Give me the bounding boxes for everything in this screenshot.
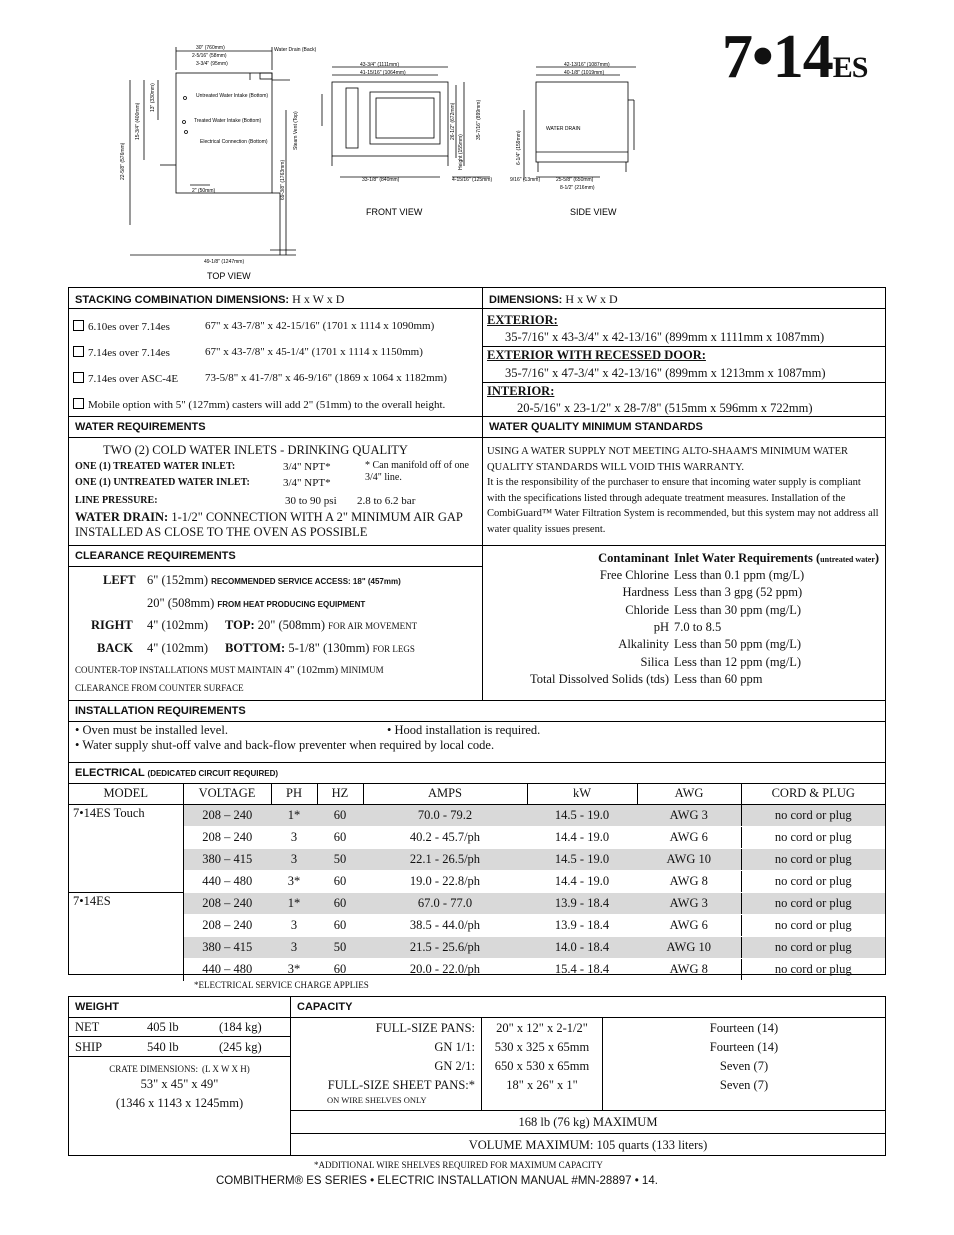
dim-top-width: 30" (760mm) (196, 45, 225, 51)
table-cell: 380 – 415 (183, 849, 271, 871)
contaminant-name: Free Chlorine (599, 568, 669, 582)
capacity-max-weight: 168 lb (76 kg) MAXIMUM (291, 1110, 885, 1133)
table-cell: 208 – 240 (183, 893, 271, 915)
column-header: VOLTAGE (183, 783, 271, 805)
pressure-value: 30 to 90 psi (285, 495, 337, 507)
contaminant-section (482, 545, 886, 701)
model-cell: 7•14ES (69, 893, 183, 981)
crate-dims-inches: 53" x 45" x 49" (140, 1077, 219, 1091)
dim-side-w2: 40-1/8" (1019mm) (564, 70, 605, 76)
table-cell: AWG 8 (637, 959, 741, 981)
table-cell: 208 – 240 (183, 915, 271, 937)
table-cell: 13.9 - 18.4 (527, 915, 637, 937)
treated-value: 3/4" NPT* (283, 461, 331, 473)
dim-top-d2: 3-3/4" (95mm) (196, 61, 228, 67)
label-steam-vent: Steam Vent (Top) (293, 111, 299, 150)
electrical-header: ELECTRICAL (DEDICATED CIRCUIT REQUIRED) (69, 763, 885, 784)
table-cell: no cord or plug (741, 805, 885, 827)
table-cell: 440 – 480 (183, 959, 271, 981)
dim-side-b3: 9/16" (13mm) (510, 177, 541, 183)
stacking-dims-2: 67" x 43-7/8" x 45-1/4" (1701 x 1114 x 1150mm) (205, 346, 423, 358)
page-footer: COMBITHERM® ES SERIES • ELECTRIC INSTALLATION MANUAL #MN-28897 • 14. (216, 1175, 658, 1187)
capacity-header: CAPACITY (291, 997, 885, 1018)
table-cell: 380 – 415 (183, 937, 271, 959)
table-cell: 3 (271, 915, 317, 937)
water-quality-header: WATER QUALITY MINIMUM STANDARDS (483, 417, 885, 438)
dim-side-b1: 25-5/8" (650mm) (556, 177, 594, 183)
clearance-header: CLEARANCE REQUIREMENTS (69, 546, 482, 567)
dim-bottom-total: 49-1/8" (1247mm) (204, 259, 245, 265)
dimensions-section (482, 287, 886, 417)
contaminant-name: Alkalinity (618, 637, 669, 652)
capacity-qty: Fourteen (14) (709, 1040, 779, 1054)
capacity-label: FULL-SIZE SHEET PANS:* (327, 1078, 475, 1092)
divider (483, 346, 885, 347)
water-requirements-section (68, 416, 483, 546)
table-cell: 1* (271, 805, 317, 827)
front-view-labels (360, 62, 492, 183)
requirements-col-header: Inlet Water Requirements (untreated water) (674, 551, 880, 565)
table-row (69, 849, 885, 871)
clearance-right-label: RIGHT (91, 618, 133, 632)
installation-header: INSTALLATION REQUIREMENTS (69, 701, 885, 722)
table-cell: 14.5 - 19.0 (527, 805, 637, 827)
capacity-label: GN 2/1: (434, 1059, 475, 1073)
dim-side-w1: 42-13/16" (1087mm) (564, 62, 610, 68)
water-drain-text: WATER DRAIN: 1-1/2" CONNECTION WITH A 2" MINIMUM AIR GAP INSTALLED AS CLOSE TO THE OVEN AS POSSIBLE (75, 510, 463, 539)
table-cell: 60 (317, 871, 363, 893)
untreated-value: 3/4" NPT* (283, 477, 331, 489)
table-cell: 20.0 - 22.0/ph (363, 959, 527, 981)
table-cell: AWG 8 (637, 871, 741, 893)
clearance-back-label: BACK (97, 641, 134, 655)
table-cell: 19.0 - 22.8/ph (363, 871, 527, 893)
table-cell: 3* (271, 959, 317, 981)
dim-front-b1: 33-1/8" (840mm) (362, 177, 400, 183)
contaminant-name: Silica (640, 654, 669, 669)
page-title: 7•14ES (722, 23, 868, 91)
counter-note: COUNTER-TOP INSTALLATIONS MUST MAINTAIN 4" (102mm) MINIMUM (75, 664, 384, 676)
crate-dimensions-label: CRATE DIMENSIONS: (L X W X H) (109, 1064, 250, 1074)
exterior-value: 35-7/16" x 43-3/4" x 42-13/16" (899mm x 1111mm x 1087mm) (505, 330, 825, 344)
column-header: MODEL (69, 783, 183, 805)
dim-front-h1: 26-1/2" (672mm) (450, 102, 456, 140)
table-cell: 3* (271, 871, 317, 893)
table-cell: 67.0 - 77.0 (363, 893, 527, 915)
dim-front-h2: 35-7/16" (899mm) (476, 99, 482, 140)
dim-bottom-small: 2" (50mm) (192, 188, 216, 194)
label-side-water-drain: WATER DRAIN (546, 126, 581, 132)
capacity-qty: Fourteen (14) (709, 1021, 779, 1035)
treated-label: ONE (1) TREATED WATER INLET: (75, 461, 236, 472)
table-cell: 50 (317, 849, 363, 871)
checkbox[interactable] (73, 398, 84, 409)
water-quality-text: It is the responsibility of the purchaser to ensure that incoming water supply is compliant with the specifications listed through adequate treatment measures. Installation of the CombiGuard™ Water Filtration System is recommended, but this system may not address all water quality issues present. (487, 477, 879, 535)
table-cell: 3 (271, 827, 317, 849)
contaminant-requirement: Less than 60 ppm (674, 671, 763, 686)
contaminant-col-header: Contaminant (598, 551, 669, 565)
dim-top-d1: 2-5/16" (58mm) (192, 53, 227, 59)
contaminant-name: pH (653, 619, 669, 634)
model-cell: 7•14ES Touch (69, 805, 183, 893)
shelves-note: ON WIRE SHELVES ONLY (327, 1095, 427, 1105)
clearance-back-value: 4" (102mm) (147, 641, 208, 655)
table-cell: no cord or plug (741, 827, 885, 849)
table-cell: 208 – 240 (183, 827, 271, 849)
table-cell: 208 – 240 (183, 805, 271, 827)
table-cell: 70.0 - 79.2 (363, 805, 527, 827)
checkbox[interactable] (73, 346, 84, 357)
exterior-label: EXTERIOR: (487, 313, 558, 327)
label-untreated-intake: Untreated Water Intake (Bottom) (196, 93, 269, 99)
dim-depth: 69-3/8" (1763mm) (280, 159, 286, 200)
contaminant-requirement: Less than 0.1 ppm (mg/L) (674, 568, 805, 582)
dim-side-b2: 8-1/2" (216mm) (560, 185, 595, 191)
dim-left1: 22-5/8" (576mm) (120, 142, 126, 180)
table-row (69, 893, 885, 915)
contaminant-requirement: Less than 50 ppm (mg/L) (674, 637, 802, 652)
dimensions-header: DIMENSIONS: H x W x D (483, 288, 885, 309)
table-cell: 38.5 - 44.0/ph (363, 915, 527, 937)
recessed-label: EXTERIOR WITH RECESSED DOOR: (487, 348, 706, 362)
capacity-max-volume: VOLUME MAXIMUM: 105 quarts (133 liters) (291, 1133, 885, 1156)
weight-header: WEIGHT (69, 997, 290, 1018)
water-quality-warning: USING A WATER SUPPLY NOT MEETING ALTO-SHAAM'S MINIMUM WATER QUALITY STANDARDS WILL VOID THIS WARRANTY. (487, 446, 848, 473)
table-cell: 60 (317, 893, 363, 915)
table-cell: AWG 3 (637, 893, 741, 915)
capacity-size: 18" x 26" x 1" (506, 1078, 578, 1092)
table-cell: 14.0 - 18.4 (527, 937, 637, 959)
table-cell: AWG 10 (637, 849, 741, 871)
electrical-table (69, 783, 885, 981)
contaminant-requirement: Less than 3 gpg (52 ppm) (674, 585, 803, 600)
technical-drawing (100, 40, 660, 285)
table-cell: 14.5 - 19.0 (527, 849, 637, 871)
front-view-drawing (322, 67, 490, 177)
table-cell: AWG 10 (637, 937, 741, 959)
dim-front-h3: Height (155mm) (458, 134, 464, 170)
stacking-row-3: 7.14es over ASC-4E (73, 372, 178, 385)
stacking-dims-1: 67" x 43-7/8" x 42-15/16" (1701 x 1114 x 1090mm) (205, 320, 435, 332)
column-header: PH (271, 783, 317, 805)
contaminant-name: Chloride (625, 602, 669, 617)
water-quality-section (482, 416, 886, 546)
electrical-note: *ELECTRICAL SERVICE CHARGE APPLIES (194, 980, 369, 990)
dim-left2: 15-3/4" (400mm) (135, 102, 141, 140)
stacking-row-1: 6.10es over 7.14es (73, 320, 170, 333)
pressure-bar: 2.8 to 6.2 bar (357, 495, 416, 507)
table-cell: no cord or plug (741, 915, 885, 937)
table-cell: AWG 6 (637, 915, 741, 937)
clearance-left-value: 6" (152mm) RECOMMENDED SERVICE ACCESS: 18" (457mm) (147, 573, 401, 587)
stacking-dims-3: 73-5/8" x 41-7/8" x 46-9/16" (1869 x 1064 x 1182mm) (205, 372, 447, 384)
dim-front-b2: 4-15/16" (125mm) (452, 177, 493, 183)
capacity-label: GN 1/1: (434, 1040, 475, 1054)
side-view-labels (510, 62, 610, 191)
table-cell: 60 (317, 805, 363, 827)
label-treated-intake: Treated Water Intake (Bottom) (194, 118, 262, 124)
interior-value: 20-5/16" x 23-1/2" x 28-7/8" (515mm x 596mm x 722mm) (517, 401, 813, 415)
table-cell: 3 (271, 849, 317, 871)
clearance-left-label: LEFT (103, 573, 136, 587)
dim-left3: 13" (330mm) (150, 83, 156, 112)
contaminant-requirement: Less than 12 ppm (mg/L) (674, 654, 802, 669)
top-view-drawing (130, 47, 296, 255)
table-cell: no cord or plug (741, 937, 885, 959)
table-row (69, 827, 885, 849)
weight-section (68, 996, 291, 1156)
table-cell: 40.2 - 45.7/ph (363, 827, 527, 849)
table-cell: 22.1 - 26.5/ph (363, 849, 527, 871)
table-cell: no cord or plug (741, 959, 885, 981)
contaminant-name: Hardness (622, 585, 669, 600)
column-header: kW (527, 783, 637, 805)
capacity-size: 530 x 325 x 65mm (494, 1040, 590, 1054)
contaminant-name: Total Dissolved Solids (tds) (529, 671, 669, 686)
table-cell: no cord or plug (741, 849, 885, 871)
install-bullet-water: • Water supply shut-off valve and back-flow preventer when required by local code. (75, 738, 495, 752)
table-cell: AWG 6 (637, 827, 741, 849)
stacking-header: STACKING COMBINATION DIMENSIONS: H x W x D (69, 288, 482, 309)
table-cell: no cord or plug (741, 893, 885, 915)
table-cell: no cord or plug (741, 871, 885, 893)
table-row (69, 937, 885, 959)
table-cell: 15.4 - 18.4 (527, 959, 637, 981)
table-cell: 50 (317, 937, 363, 959)
column-header: HZ (317, 783, 363, 805)
install-bullet-level: • Oven must be installed level. (75, 723, 228, 737)
capacity-size: 650 x 530 x 65mm (494, 1059, 590, 1073)
label-water-drain: Water Drain (Back) (274, 47, 317, 53)
water-req-header: WATER REQUIREMENTS (69, 417, 482, 438)
contaminant-requirement: Less than 30 ppm (mg/L) (674, 602, 802, 617)
weight-ship-row: SHIP 540 lb (245 kg) (69, 1037, 290, 1057)
capacity-label: FULL-SIZE PANS: (375, 1021, 475, 1035)
install-bullet-hood: • Hood installation is required. (387, 723, 541, 737)
capacity-size: 20" x 12" x 2-1/2" (496, 1021, 588, 1035)
checkbox[interactable] (73, 372, 84, 383)
capacity-footnote: *ADDITIONAL WIRE SHELVES REQUIRED FOR MAXIMUM CAPACITY (314, 1160, 603, 1170)
capacity-qty: Seven (7) (719, 1078, 769, 1092)
capacity-qty: Seven (7) (719, 1059, 769, 1073)
interior-label: INTERIOR: (487, 384, 555, 398)
label-electrical-connection: Electrical Connection (Bottom) (200, 139, 268, 145)
table-cell: 60 (317, 827, 363, 849)
table-row (69, 915, 885, 937)
front-view-label: FRONT VIEW (366, 207, 423, 217)
top-view-labels (120, 45, 317, 265)
title-suffix: ES (832, 51, 868, 84)
side-view-drawing (524, 67, 636, 180)
electrical-section (68, 762, 886, 975)
dim-side-h: 6-1/4" (159mm) (516, 130, 522, 165)
table-row (69, 959, 885, 981)
table-cell: 60 (317, 959, 363, 981)
manifold-note: * Can manifold off of one 3/4" line. (365, 460, 469, 483)
contaminant-requirement: 7.0 to 8.5 (674, 619, 722, 634)
capacity-section (290, 996, 886, 1156)
table-cell: 1* (271, 893, 317, 915)
untreated-label: ONE (1) UNTREATED WATER INLET: (75, 477, 250, 488)
electrical-header-row (69, 783, 885, 805)
installation-section (68, 700, 886, 763)
clearance-section (68, 545, 483, 701)
top-view-label: TOP VIEW (207, 271, 251, 281)
crate-dims-mm: (1346 x 1143 x 1245mm) (115, 1096, 244, 1110)
stacking-mobile: Mobile option with 5" (127mm) casters will add 2" (51mm) to the overall height. (73, 398, 445, 411)
clearance-right-value: 4" (102mm) (147, 618, 208, 632)
column-header: AWG (637, 783, 741, 805)
table-cell: 14.4 - 19.0 (527, 827, 637, 849)
clearance-bottom: BOTTOM: 5-1/8" (130mm) FOR LEGS (225, 641, 415, 655)
column-header: CORD & PLUG (741, 783, 885, 805)
dim-front-w2: 41-15/16" (1064mm) (360, 70, 406, 76)
table-row (69, 805, 885, 827)
clearance-left-value2: 20" (508mm) FROM HEAT PRODUCING EQUIPMENT (147, 596, 366, 610)
recessed-value: 35-7/16" x 47-3/4" x 42-13/16" (899mm x 1213mm x 1087mm) (505, 366, 826, 380)
table-cell: 21.5 - 25.6/ph (363, 937, 527, 959)
side-view-label: SIDE VIEW (570, 207, 617, 217)
table-cell: AWG 3 (637, 805, 741, 827)
table-cell: 440 – 480 (183, 871, 271, 893)
table-row (69, 871, 885, 893)
water-inlets-line: TWO (2) COLD WATER INLETS - DRINKING QUALITY (103, 443, 408, 457)
counter-note2: CLEARANCE FROM COUNTER SURFACE (75, 683, 244, 693)
checkbox[interactable] (73, 320, 84, 331)
divider (483, 382, 885, 383)
table-cell: 3 (271, 937, 317, 959)
dim-front-w1: 43-3/4" (1111mm) (360, 62, 400, 68)
pressure-label: LINE PRESSURE: (75, 495, 158, 506)
weight-net-row: NET 405 lb (184 kg) (69, 1017, 290, 1037)
table-cell: 13.9 - 18.4 (527, 893, 637, 915)
clearance-top: TOP: 20" (508mm) FOR AIR MOVEMENT (225, 618, 418, 632)
table-cell: 14.4 - 19.0 (527, 871, 637, 893)
column-header: AMPS (363, 783, 527, 805)
table-cell: 60 (317, 915, 363, 937)
stacking-section (68, 287, 483, 417)
stacking-row-2: 7.14es over 7.14es (73, 346, 170, 359)
